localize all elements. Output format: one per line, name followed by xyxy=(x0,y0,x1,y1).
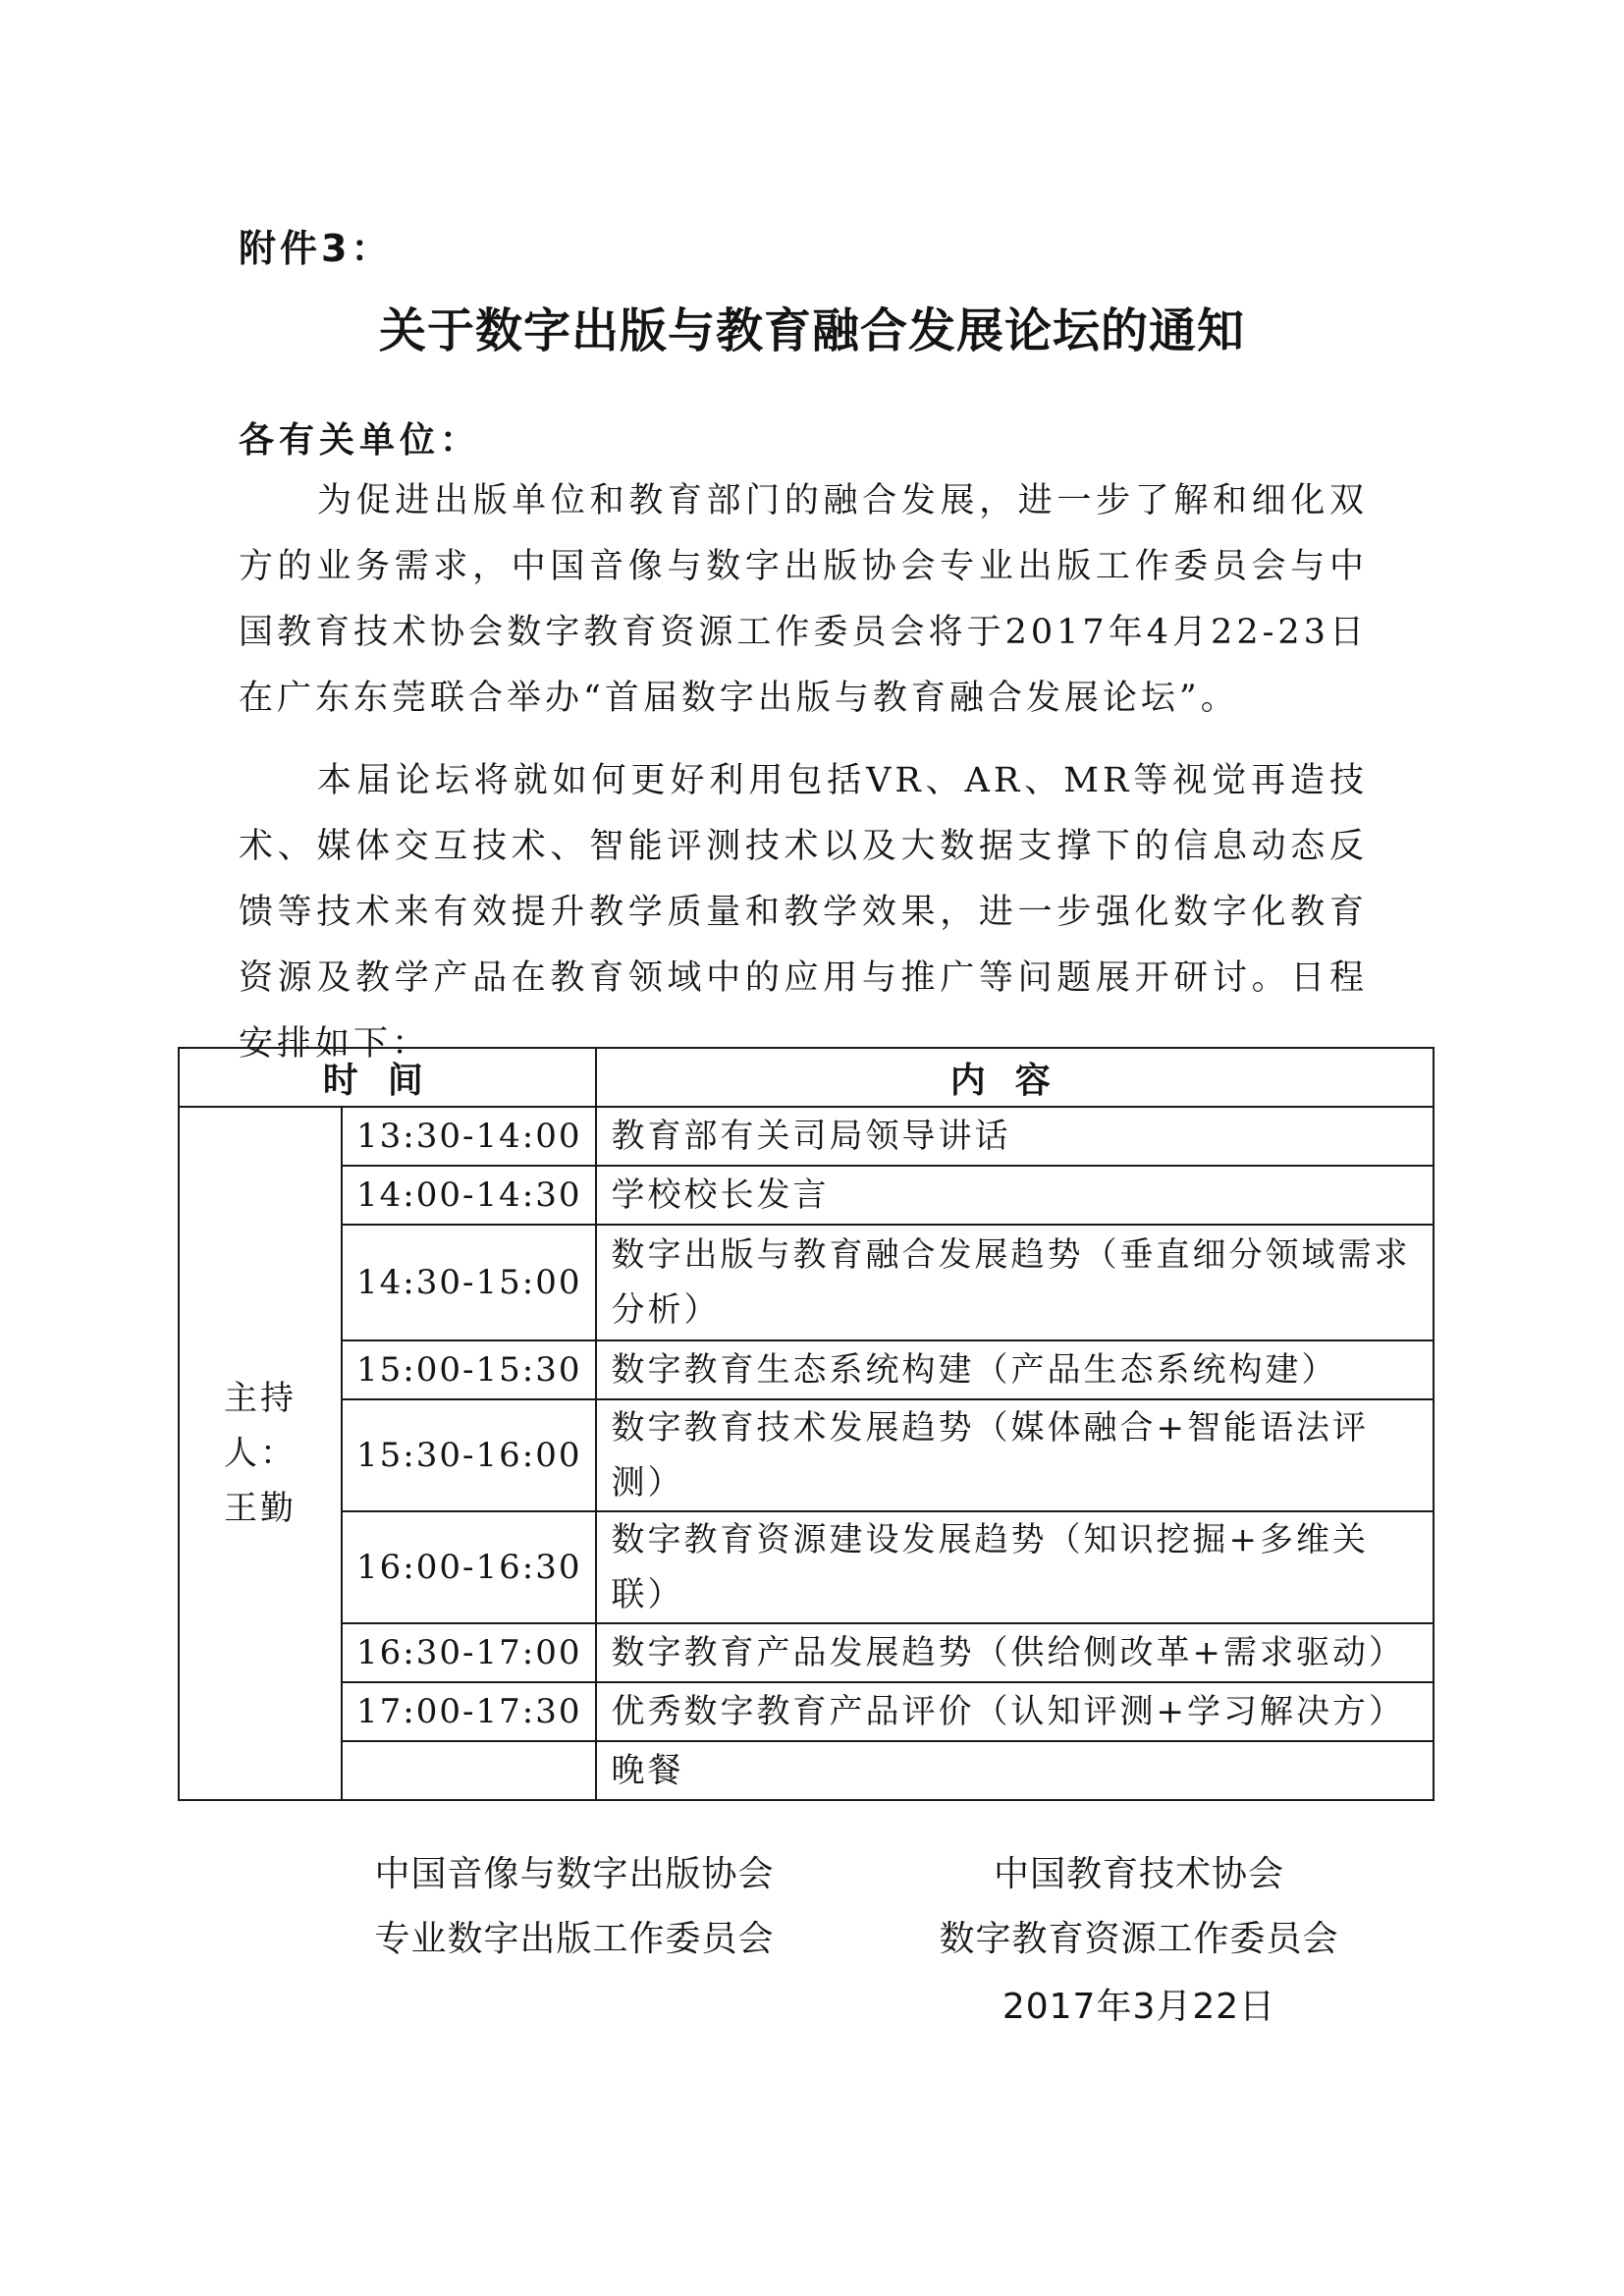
content-cell: 教育部有关司局领导讲话 xyxy=(596,1107,1434,1166)
host-label: 主持人： xyxy=(224,1379,297,1473)
host-cell xyxy=(179,1107,342,1800)
content-cell: 数字教育资源建设发展趋势（知识挖掘+多维关联） xyxy=(596,1511,1434,1623)
time-cell: 17:00-17:30 xyxy=(342,1682,596,1741)
content-cell: 优秀数字教育产品评价（认知评测+学习解决方） xyxy=(596,1682,1434,1741)
content-cell: 数字教育技术发展趋势（媒体融合+智能语法评测） xyxy=(596,1399,1434,1511)
table-row xyxy=(179,1623,1434,1682)
content-cell: 晚餐 xyxy=(596,1741,1434,1800)
time-cell: 15:30-16:00 xyxy=(342,1399,596,1511)
table-row xyxy=(179,1511,1434,1623)
content-cell: 学校校长发言 xyxy=(596,1166,1434,1225)
table-row xyxy=(179,1166,1434,1225)
document-title: 关于数字出版与教育融合发展论坛的通知 xyxy=(378,303,1245,358)
table-row xyxy=(179,1741,1434,1800)
signature-left-line1: 中国音像与数字出版协会 xyxy=(374,1854,775,1894)
signature-date: 2017年3月22日 xyxy=(1001,1987,1276,2027)
time-cell: 16:00-16:30 xyxy=(342,1511,596,1623)
table-row xyxy=(179,1340,1434,1399)
time-cell: 14:00-14:30 xyxy=(342,1166,596,1225)
table-row xyxy=(179,1107,1434,1166)
time-cell xyxy=(342,1741,596,1800)
content-cell: 数字出版与教育融合发展趋势（垂直细分领域需求分析） xyxy=(596,1225,1434,1340)
signature-right-line1: 中国教育技术协会 xyxy=(993,1854,1284,1894)
paragraph-agenda: 本届论坛将就如何更好利用包括VR、AR、MR等视觉再造技术、媒体交互技术、智能评测技术以及大数据支撑下的信息动态反馈等技术来有效提升教学质量和教学效果，进一步强化数字化教育资源及教学产品在教育领域中的应用与推广等问题展开研讨。日程安排如下： xyxy=(239,761,1368,1064)
schedule-header-row xyxy=(179,1048,1434,1107)
paragraph-intro: 为促进出版单位和教育部门的融合发展，进一步了解和细化双方的业务需求，中国音像与数字出版协会专业出版工作委员会与中国教育技术协会数字教育资源工作委员会将于2017年4月22-23日在广东东莞联合举办“首届数字出版与教育融合发展论坛”。 xyxy=(239,481,1368,718)
content-cell: 数字教育生态系统构建（产品生态系统构建） xyxy=(596,1340,1434,1399)
time-cell: 16:30-17:00 xyxy=(342,1623,596,1682)
signature-left-line2: 专业数字出版工作委员会 xyxy=(374,1919,775,1959)
signature-right-line2: 数字教育资源工作委员会 xyxy=(939,1919,1339,1959)
time-cell: 13:30-14:00 xyxy=(342,1107,596,1166)
header-time: 时间 xyxy=(179,1048,596,1107)
salutation: 各有关单位： xyxy=(239,420,481,461)
schedule-table xyxy=(178,1047,1435,1801)
table-row xyxy=(179,1399,1434,1511)
table-row xyxy=(179,1682,1434,1741)
time-cell: 15:00-15:30 xyxy=(342,1340,596,1399)
host-name: 王勤 xyxy=(224,1489,297,1528)
content-cell: 数字教育产品发展趋势（供给侧改革+需求驱动） xyxy=(596,1623,1434,1682)
table-row xyxy=(179,1225,1434,1340)
header-content: 内容 xyxy=(596,1048,1434,1107)
attachment-label: 附件3： xyxy=(239,227,393,270)
time-cell: 14:30-15:00 xyxy=(342,1225,596,1340)
